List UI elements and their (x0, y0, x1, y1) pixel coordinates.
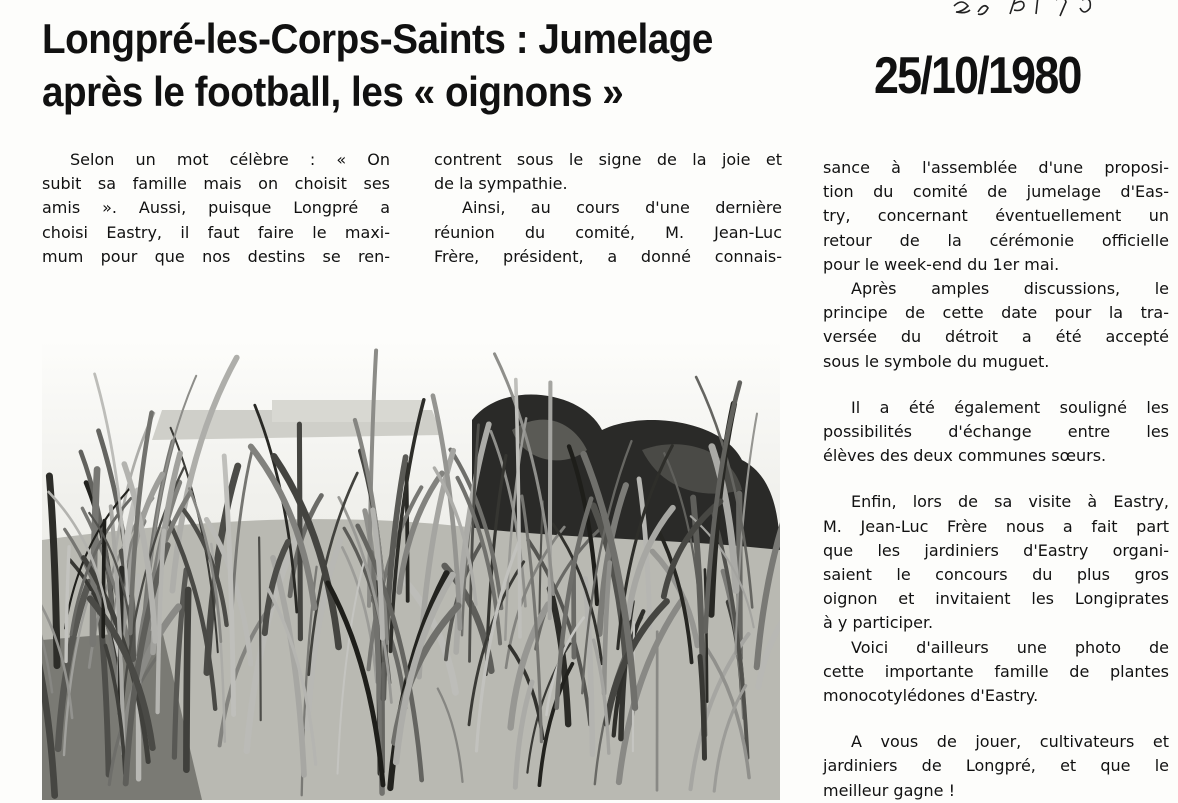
headline-line-2: après le football, les « oignons » (42, 68, 624, 115)
text-line: principe de cette date pour la tra- (823, 303, 1169, 323)
text-line: M. Jean-Luc Frère nous a fait part (823, 516, 1169, 536)
article-column-2 (434, 148, 782, 269)
text-line: meilleur gagne ! (823, 780, 956, 800)
article-column-1 (42, 148, 390, 269)
text-line: sous le symbole du muguet. (823, 351, 1050, 371)
text-line: subit sa famille mais on choisit ses (42, 174, 390, 194)
text-line: A vous de jouer, cultivateurs et (851, 732, 1169, 752)
handwritten-note (948, 0, 1148, 32)
text-line: choisi Eastry, il faut faire le maxi- (42, 222, 390, 242)
text-line: possibilités d'échange entre les (823, 422, 1169, 442)
text-line: que les jardiniers d'Eastry organi- (823, 540, 1169, 560)
text-line: Voici d'ailleurs une photo de (851, 637, 1169, 657)
text-line: monocotylédones d'Eastry. (823, 686, 1039, 706)
text-line: Après amples discussions, le (851, 279, 1169, 299)
text-line: contrent sous le signe de la joie et (434, 150, 782, 169)
text-line: Ainsi, au cours d'une dernière (462, 198, 782, 218)
text-line: Enfin, lors de sa visite à Eastry, (851, 492, 1169, 512)
text-line: try, concernant éventuellement un (823, 206, 1169, 226)
text-line: cette importante famille de plantes (823, 661, 1169, 681)
text-line: élèves des deux communes sœurs. (823, 446, 1107, 466)
text-line: retour de la cérémonie officielle (823, 230, 1169, 250)
text-line: versée du détroit a été accepté (823, 327, 1169, 347)
text-line: Il a été également souligné les (851, 397, 1169, 417)
text-line: à y participer. (823, 613, 934, 633)
onion-plants-photo (42, 340, 780, 800)
headline (42, 12, 778, 118)
article-column-3 (823, 156, 1169, 803)
text-line: saient le concours du plus gros (823, 565, 1169, 585)
text-line: mum pour que nos destins se ren- (42, 246, 390, 266)
text-line: tion du comité de jumelage d'Eas- (823, 182, 1169, 202)
headline-line-1: Longpré-les-Corps-Saints : Jumelage (42, 15, 713, 62)
date-stamp: 25/10/1980 (874, 47, 1081, 105)
text-line: Selon un mot célèbre : « On (70, 150, 390, 169)
text-line: Frère, président, a donné connais- (434, 246, 782, 266)
text-line: jardiniers de Longpré, et que le (823, 756, 1169, 776)
text-line: réunion du comité, M. Jean-Luc (434, 222, 782, 242)
text-line: de la sympathie. (434, 174, 568, 194)
text-line: sance à l'assemblée d'une proposi- (823, 158, 1169, 177)
text-line: amis ». Aussi, puisque Longpré a (42, 198, 390, 218)
text-line: oignon et invitaient les Longiprates (823, 589, 1169, 609)
text-line: pour le week-end du 1er mai. (823, 254, 1060, 274)
